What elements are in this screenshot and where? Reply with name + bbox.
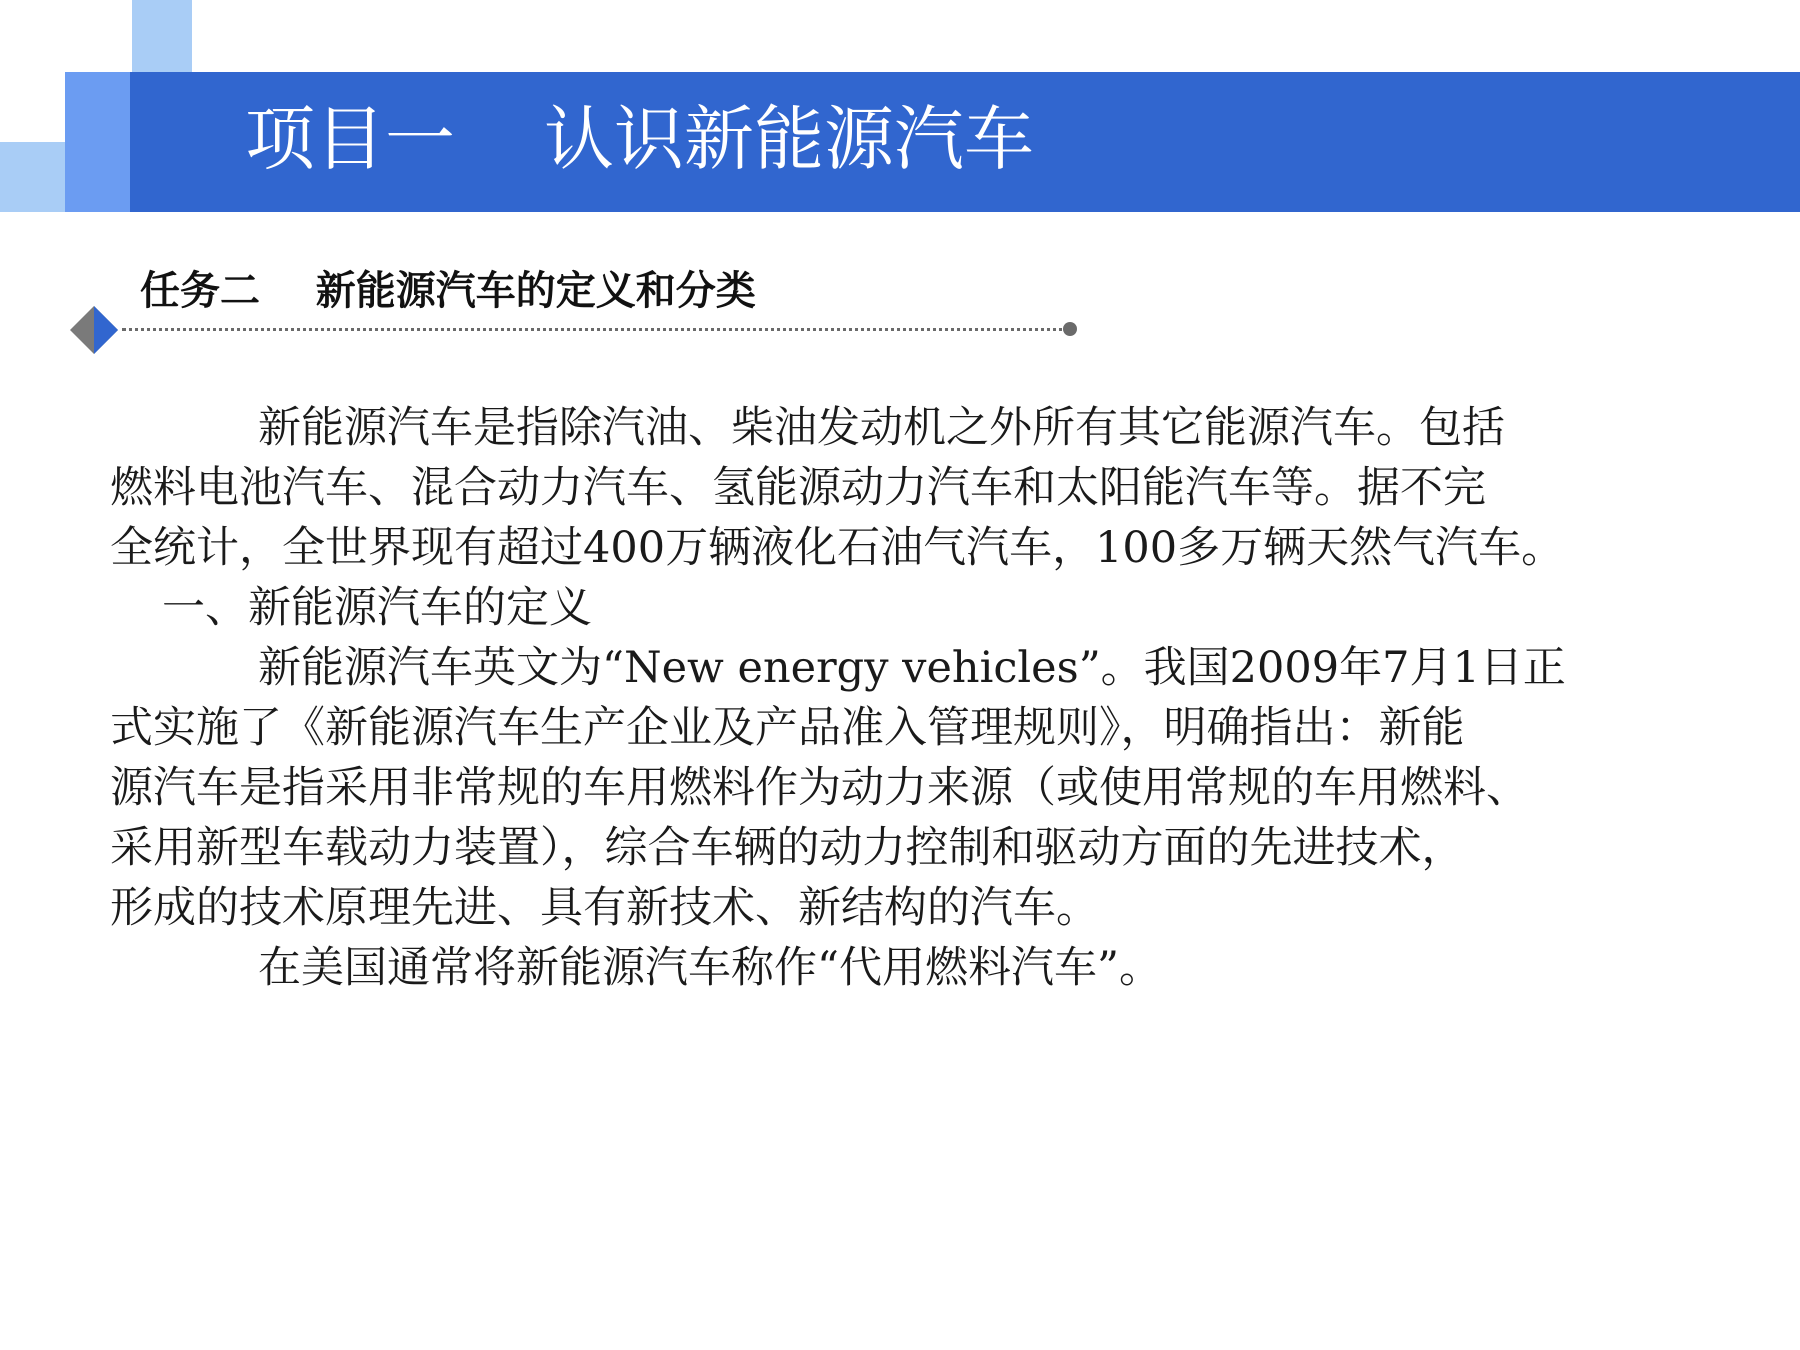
paragraph-line: 全统计，全世界现有超过400万辆液化石油气汽车，100多万辆天然气汽车。 bbox=[110, 523, 1565, 573]
divider-end-dot bbox=[1063, 322, 1077, 336]
paragraph-line: 新能源汽车是指除汽油、柴油发动机之外所有其它能源汽车。包括 bbox=[258, 403, 1505, 453]
paragraph-line: 在美国通常将新能源汽车称作“代用燃料汽车”。 bbox=[258, 943, 1162, 993]
title-banner bbox=[130, 72, 1800, 212]
section-heading: 一、新能源汽车的定义 bbox=[162, 583, 592, 633]
paragraph-line: 新能源汽车英文为“New energy vehicles”。我国2009年7月1日正 bbox=[258, 643, 1566, 693]
body-text bbox=[110, 398, 1760, 998]
paragraph-line: 采用新型车载动力装置），综合车辆的动力控制和驱动方面的先进技术， bbox=[110, 823, 1465, 873]
diamond-bullet-icon bbox=[68, 304, 120, 356]
paragraph-line: 形成的技术原理先进、具有新技术、新结构的汽车。 bbox=[110, 883, 1099, 933]
paragraph-line: 燃料电池汽车、混合动力汽车、氢能源动力汽车和太阳能汽车等。据不完 bbox=[110, 463, 1486, 513]
decor-square-bottom-left bbox=[0, 142, 65, 212]
decor-square-bottom-right bbox=[65, 142, 132, 212]
decor-square-top bbox=[132, 0, 192, 72]
section-subtitle: 任务二 新能源汽车的定义和分类 bbox=[140, 268, 756, 314]
decor-square-mid-left bbox=[65, 72, 130, 142]
paragraph-line: 式实施了《新能源汽车生产企业及产品准入管理规则》，明确指出：新能 bbox=[110, 703, 1465, 753]
page-title: 项目一 认识新能源汽车 bbox=[245, 98, 1035, 180]
paragraph-line: 源汽车是指采用非常规的车用燃料作为动力来源（或使用常规的车用燃料、 bbox=[110, 763, 1529, 813]
subtitle-divider bbox=[122, 328, 1070, 331]
